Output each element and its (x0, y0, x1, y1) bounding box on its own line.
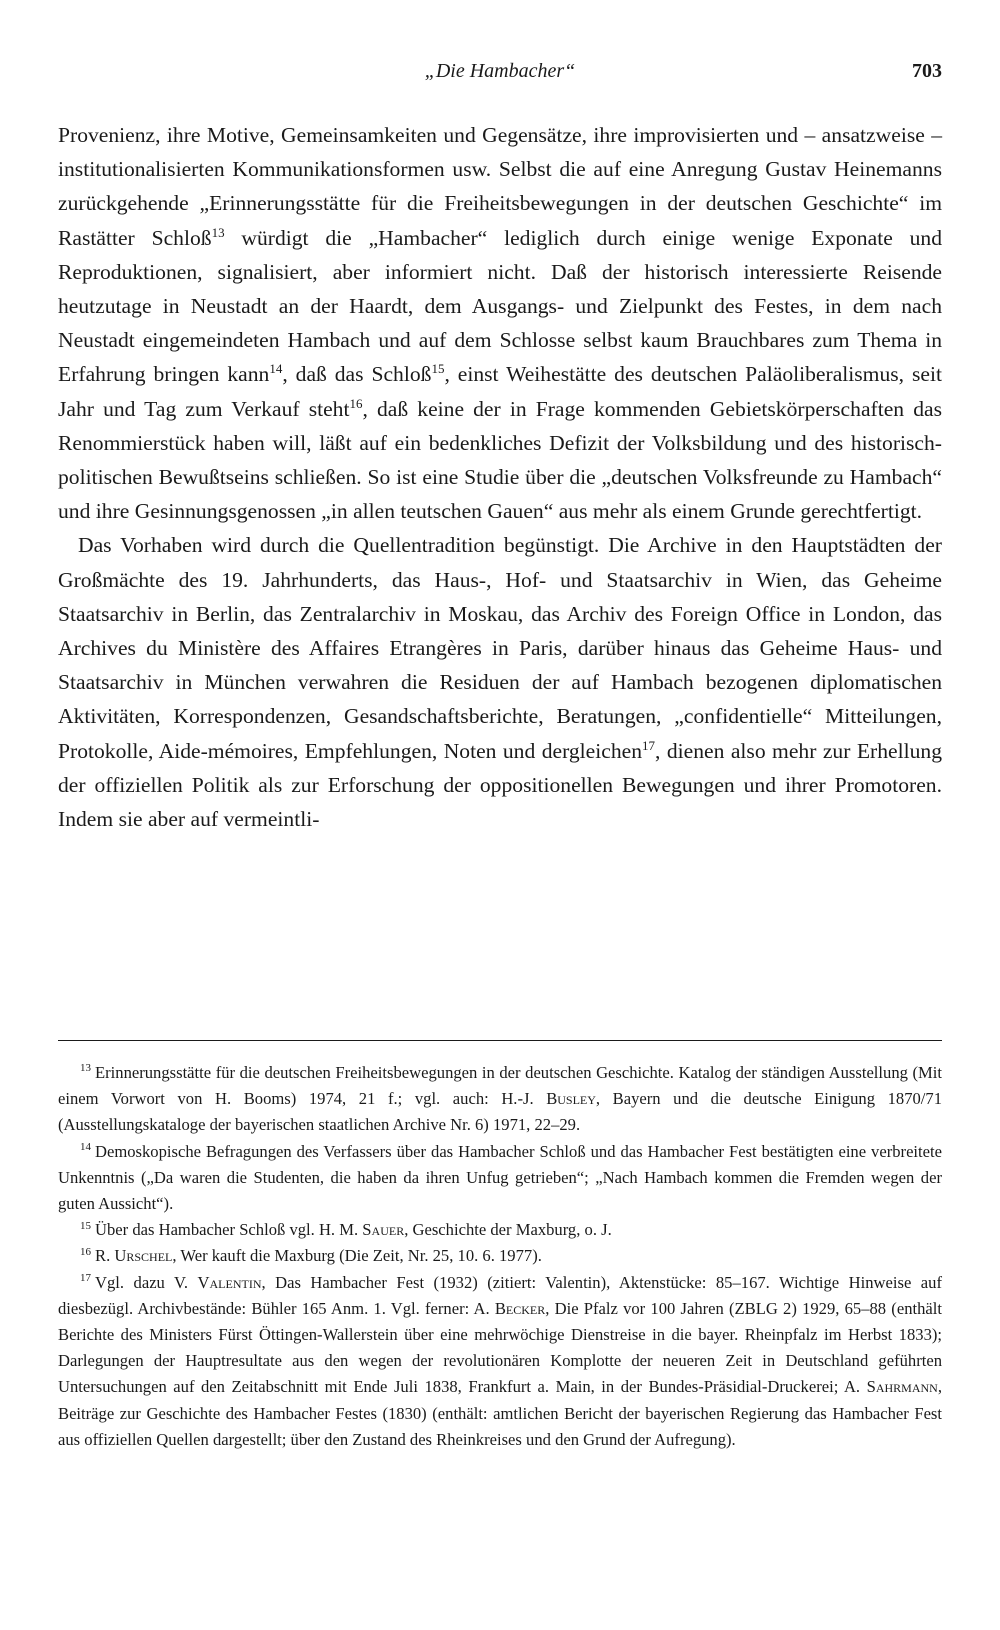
footnote-ref: 14 (269, 361, 283, 377)
text-run: , daß keine der in Frage kommenden Gebietskörperschaften das Renommierstück haben will, läßt auf ein bedenkliches Defizit der Volksbildung und des historisch-politischen Bewußtseins schließen. So ist eine Studie über die „deutschen Volksfreunde zu Hambach“ und ihre Gesinnungsgenossen „in allen teutschen Gauen“ aus mehr als einem Grunde gerechtfertigt. (58, 396, 942, 524)
footnote-number: 15 (80, 1219, 91, 1232)
footnote-number: 16 (80, 1245, 91, 1258)
footnote-number: 17 (80, 1272, 91, 1285)
footnote-text: Vgl. dazu V. (95, 1272, 198, 1292)
footnote (58, 1139, 942, 1218)
main-text (58, 118, 942, 836)
footnote-text: , Die Pfalz vor 100 Jahren (ZBLG 2) 1929, 65–88 (enthält Berichte des Ministers Fürst Öttingen-Wallerstein über eine mehrwöchige Dienstreise in die bayer. Rheinpfalz im Herbst 1833); Darlegungen der Hauptresultate aus den wegen der revolutionären Komplotte der neueren Zeit in Deutschland geführten Untersuchungen auf den Zeitabschnitt mit Ende Juli 1838, Frankfurt a. Main, in der Bundes-Präsidial-Druckerei; A. (58, 1298, 942, 1397)
footnote-text: , Beiträge zur Geschichte des Hambacher Festes (1830) (enthält: amtlichen Bericht der bayerischen Regierung das Hambacher Fest aus offiziellen Quellen dargestellt; über den Zustand des Rheinkreises und den Grund der Aufregung). (58, 1377, 942, 1449)
author-name: Busley (546, 1089, 596, 1109)
footnote-text: , Das Hambacher Fest (1932) (zitiert: Valentin), Aktenstücke: 85–167. Wichtige Hinweise auf diesbezügl. Archivbestände: Bühler 165 Anm. 1. Vgl. ferner: A. (58, 1272, 942, 1318)
footnotes (58, 1060, 942, 1453)
text-run: , daß das Schloß (282, 362, 432, 387)
running-title: „Die Hambacher“ (424, 60, 576, 82)
footnote (58, 1270, 942, 1453)
footnote-ref: 15 (431, 361, 445, 377)
text-run: , dienen also mehr zur Erhellung der offiziellen Politik als zur Erforschung der oppositionellen Bewegungen und ihrer Promotoren. Indem sie aber auf vermeintli- (58, 738, 942, 832)
page-number: 703 (912, 60, 942, 82)
paragraph (58, 118, 942, 528)
footnote-ref: 13 (211, 224, 225, 240)
footnote-text: , Wer kauft die Maxburg (Die Zeit, Nr. 25, 10. 6. 1977). (172, 1246, 542, 1266)
text-run: Das Vorhaben wird durch die Quellentradition begünstigt. Die Archive in den Hauptstädten der Großmächte des 19. Jahrhunderts, das Haus-, Hof- und Staatsarchiv in Wien, das Geheime Staatsarchiv in Berlin, das Zentralarchiv in Moskau, das Archiv des Foreign Office in London, das Archives du Ministère des Affaires Etrangères in Paris, darüber hinaus das Geheime Haus- und Staatsarchiv in München verwahren die Residuen der auf Hambach bezogenen diplomatischen Aktivitäten, Korrespondenzen, Gesandschaftsberichte, Beratungen, „confidentielle“ Mitteilungen, Protokolle, Aide-mémoires, Empfehlungen, Noten und dergleichen (58, 533, 942, 763)
footnote-text: Erinnerungsstätte für die deutschen Freiheitsbewegungen in der deutschen Geschichte. Katalog der ständigen Ausstellung (Mit einem Vorwort von H. Booms) 1974, 21 f.; vgl. auch: H.-J. (58, 1063, 942, 1109)
footnote-ref: 17 (642, 737, 656, 753)
author-name: Sahrmann (866, 1377, 938, 1397)
author-name: Sauer (362, 1220, 405, 1240)
author-name: Valentin (197, 1272, 262, 1292)
footnote (58, 1243, 942, 1269)
running-head (58, 60, 942, 90)
text-run: Provenienz, ihre Motive, Gemeinsamkeiten und Gegensätze, ihre improvisierten und – ansatzweise – institutionalisierten Kommunikationsformen usw. Selbst die auf eine Anregung Gustav Heinemanns zurückgehende „Erinnerungsstätte für die Freiheitsbewegungen in der deutschen Geschichte“ im Rastätter Schloß (58, 123, 942, 250)
footnote-number: 14 (80, 1141, 91, 1154)
footnote-text: Über das Hambacher Schloß vgl. H. M. (95, 1220, 363, 1240)
footnote-text: R. (95, 1246, 115, 1266)
footnote-text: , Bayern und die deutsche Einigung 1870/71 (Ausstellungskataloge der bayerischen staatlichen Archive Nr. 6) 1971, 22–29. (58, 1089, 942, 1135)
text-run: würdigt die „Hambacher“ lediglich durch einige wenige Exponate und Reproduktionen, signalisiert, aber informiert nicht. Daß der historisch interessierte Reisende heutzutage in Neustadt an der Haardt, dem Ausgangs- und Zielpunkt des Festes, in dem nach Neustadt eingemeindeten Hambach und auf dem Schlosse selbst kaum Brauchbares zum Thema in Erfahrung bringen kann (58, 225, 942, 387)
author-name: Urschel (114, 1246, 173, 1266)
footnote-ref: 16 (349, 395, 363, 411)
author-name: Becker (494, 1298, 546, 1318)
footnote (58, 1060, 942, 1139)
footnote-number: 13 (80, 1062, 91, 1075)
paragraph (58, 528, 942, 836)
footnote (58, 1217, 942, 1243)
footnote-text: , Geschichte der Maxburg, o. J. (404, 1220, 612, 1240)
text-run: , einst Weihestätte des deutschen Paläoliberalismus, seit Jahr und Tag zum Verkauf steht (58, 362, 942, 421)
footnote-separator (58, 1040, 942, 1041)
footnote-text: Demoskopische Befragungen des Verfassers über das Hambacher Schloß und das Hambacher Fest bestätigten eine verbreitete Unkenntnis („Da waren die Studenten, die haben da ihren Unfug getrieben“; „Nach Hambach kommen die Fremden wegen der guten Aussicht“). (58, 1141, 942, 1214)
